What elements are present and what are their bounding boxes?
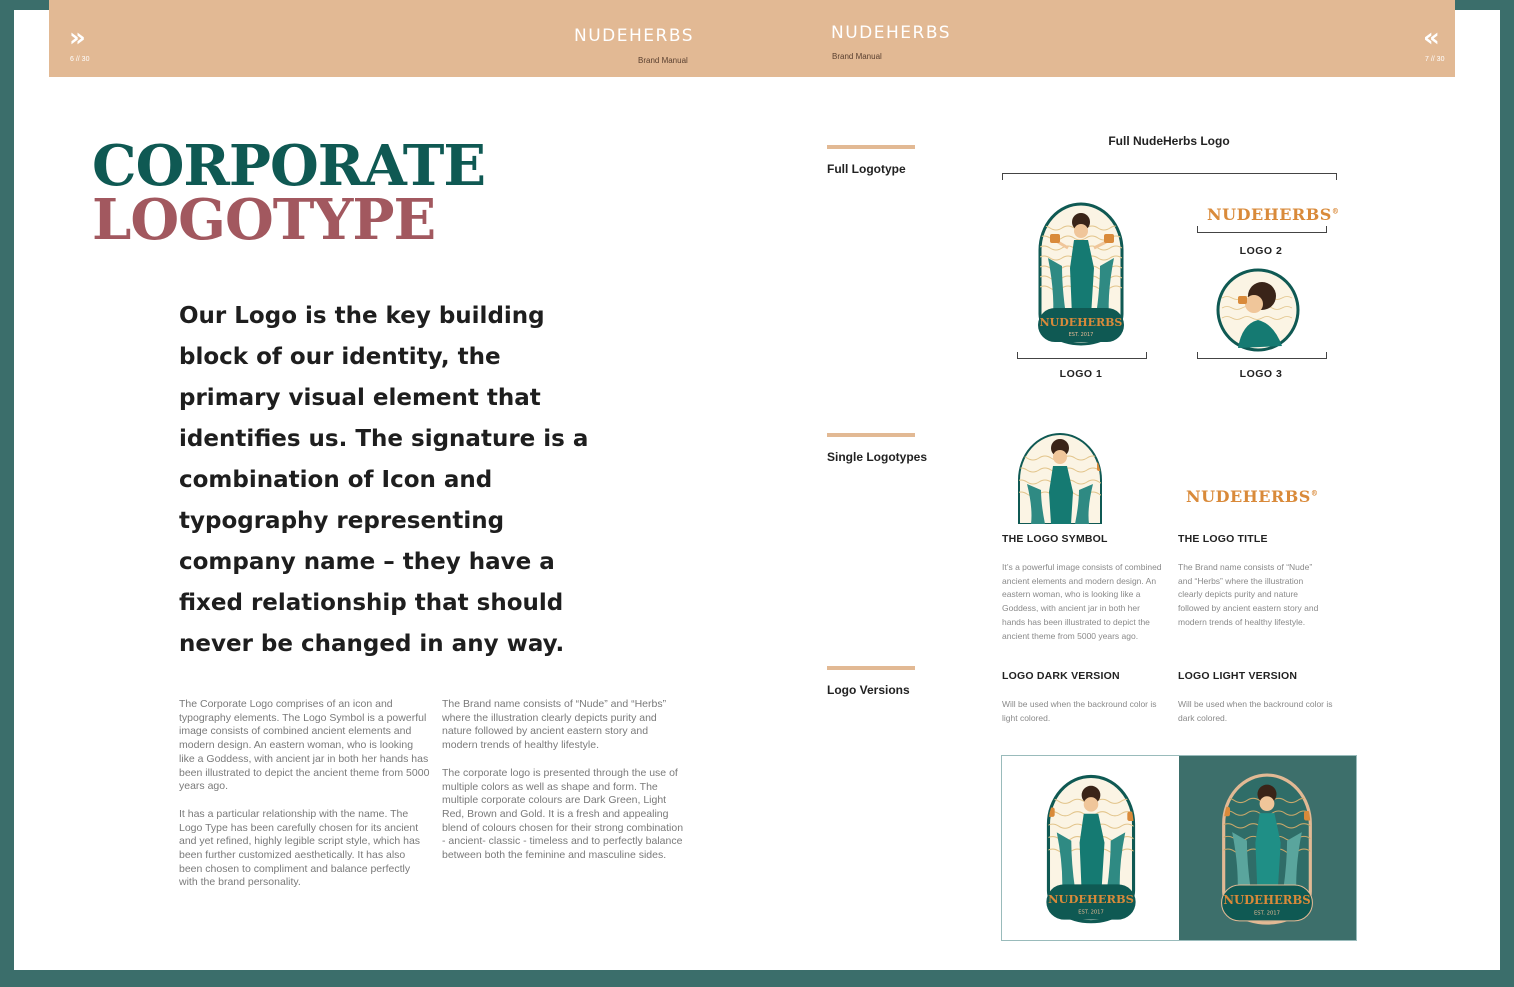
dark-version-logo: [1036, 770, 1146, 926]
body-paragraph: The Brand name consists of “Nude” and “Herbs” where the illustration clearly depicts purity and nature followed by ancient eastern story and modern trends of healthy lifestyle.: [442, 698, 667, 752]
right-header-subtitle: Brand Manual: [832, 52, 882, 61]
logo-versions-panel: [1001, 755, 1357, 941]
logo1-bracket: [1017, 352, 1147, 359]
page-title-line1: CORPORATE: [92, 133, 486, 199]
logo2-wordmark: [1207, 205, 1339, 224]
left-header-subtitle: Brand Manual: [638, 56, 688, 65]
section-divider: [827, 433, 915, 437]
dark-background-swatch: [1179, 756, 1356, 940]
light-version-text: Will be used when the backround color is dark colored.: [1178, 699, 1333, 723]
goddess-portrait-logo: [1216, 268, 1300, 352]
logo-symbol-text: It’s a powerful image consists of combined ancient elements and modern design. An eastern woman, who is looking like a Goddess, with ancient jar in both her hands has been illustrated to depict the ancient theme from 5000 years ago.: [1002, 562, 1162, 641]
goddess-badge-logo: [1028, 198, 1134, 348]
logo-symbol-illustration: [1005, 428, 1115, 524]
logo2-caption: LOGO 2: [1239, 245, 1283, 257]
double-chevron-right-icon[interactable]: »: [69, 23, 80, 53]
light-version-heading: LOGO LIGHT VERSION: [1178, 670, 1298, 682]
body-column-2: [442, 698, 686, 877]
badge-est: EST. 2017: [1068, 332, 1094, 338]
wordmark-text: NUDEHERBS: [1186, 487, 1311, 506]
badge-est: EST. 2017: [1253, 910, 1281, 917]
badge-wordmark: NUDEHERBS: [1039, 316, 1123, 329]
page-title-line2: LOGOTYPE: [92, 187, 436, 253]
dark-version-heading: LOGO DARK VERSION: [1002, 670, 1120, 682]
logo-title-heading: THE LOGO TITLE: [1178, 533, 1268, 545]
full-logotype-label: Full Logotype: [827, 162, 906, 176]
light-background-swatch: [1002, 756, 1179, 940]
top-bracket: [1002, 173, 1337, 180]
logo-title-wordmark: [1186, 487, 1318, 506]
registered-mark: ®: [1310, 488, 1319, 498]
full-logo-title: Full NudeHerbs Logo: [1108, 134, 1230, 148]
logo3-bracket: [1197, 352, 1327, 359]
double-chevron-left-icon[interactable]: «: [1423, 23, 1434, 53]
registered-mark: ®: [1331, 206, 1340, 216]
left-header-brand: NUDEHERBS: [574, 26, 694, 46]
lead-paragraph: Our Logo is the key building block of our identity, the primary visual element that identifies us. The signature is a combination of Icon and typography representing company name – they have a fixed relationship that should never be changed in any way.: [179, 303, 589, 657]
logo-symbol-heading: THE LOGO SYMBOL: [1002, 533, 1108, 545]
light-version-logo: [1211, 768, 1323, 928]
right-header-brand: NUDEHERBS: [831, 23, 951, 43]
logo3-caption: LOGO 3: [1239, 368, 1283, 380]
body-paragraph: The Corporate Logo comprises of an icon and typography elements. The Logo Symbol is a powerful image consists of combined ancient elements and modern design. An eastern woman, who is looking like a Goddess, with ancient jar in both her hands has been illustrated to depict the ancient theme from 5000 years ago.: [179, 698, 430, 793]
wordmark-text: NUDEHERBS: [1207, 205, 1332, 224]
section-divider: [827, 145, 915, 149]
logo-title-text: The Brand name consists of “Nude” and “Herbs” where the illustration clearly depicts purity and nature followed by ancient eastern story and modern trends of healthy lifestyle.: [1178, 562, 1319, 627]
body-paragraph: The corporate logo is presented through the use of multiple colors as well as shape and form. The multiple corporate colours are Dark Green, Light Red, Brown and Gold. It is a fresh and appealing blend of colours chosen for their strong combination - ancient- classic - timeless and to perfectly balance between both the feminine and masculine sides.: [442, 766, 684, 862]
logo-versions-label: Logo Versions: [827, 683, 910, 697]
left-page-number: 6 // 30: [70, 56, 90, 63]
header-band: [49, 0, 1455, 77]
body-paragraph: It has a particular relationship with the name. The Logo Type has been carefully chosen for its ancient and yet refined, highly legible script style, which has been further customized aesthetically. It has also been chosen to compliment and balance perfectly with the brand personality.: [179, 807, 421, 889]
logo1-caption: LOGO 1: [1059, 368, 1103, 380]
badge-wordmark: NUDEHERBS: [1048, 892, 1134, 906]
body-column-1: [179, 698, 431, 904]
right-page-number: 7 // 30: [1425, 56, 1445, 63]
single-logotypes-label: Single Logotypes: [827, 450, 928, 464]
dark-version-text: Will be used when the backround color is light colored.: [1002, 699, 1157, 723]
badge-est: EST. 2017: [1078, 909, 1104, 916]
logo2-bracket: [1197, 226, 1327, 233]
section-divider: [827, 666, 915, 670]
badge-wordmark: NUDEHERBS: [1223, 893, 1311, 907]
